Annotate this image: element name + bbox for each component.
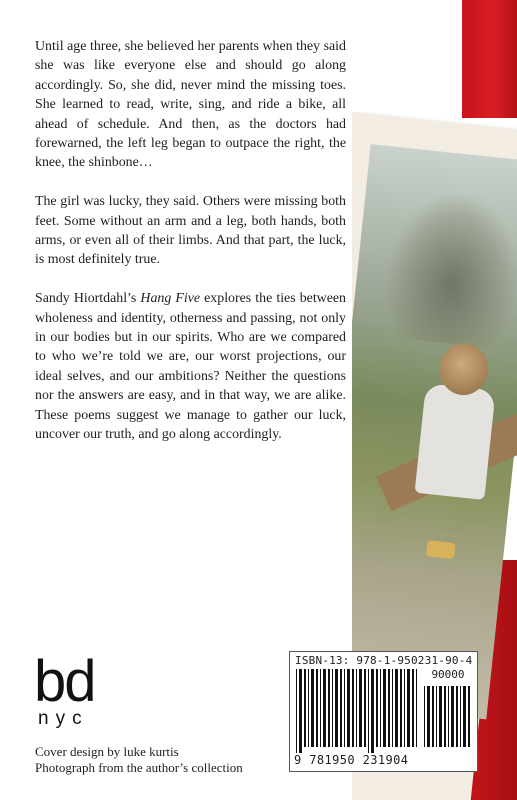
barcode-bar [376,669,378,747]
barcode-bar [299,669,302,753]
barcode-bar [364,669,366,747]
back-cover-blurb [35,37,346,464]
blurb-paragraph-3-rest: explores the ties between wholeness and identity, otherness and passing, not only in our bodies but in our spirits. Who are we compared to who we’re told we are, our worst projections, our ideal selves, and our ambitions? Neither the questions nor the answers are easy, and in that way, we are alike. These poems suggest we manage to gather our luck, uncover our truth, and go along accordingly. [35,291,346,443]
barcode-bar [335,669,338,747]
photo-tree [381,187,517,350]
red-accent-strip [462,0,517,118]
cover-design-credit: Cover design by luke kurtis [35,744,179,759]
barcode-bar [308,669,309,747]
barcode-bar [400,669,402,747]
barcode-bar [392,669,393,747]
barcode-bar [395,669,398,747]
photograph-credit: Photograph from the author’s collection [35,760,243,775]
barcode-bar [320,669,321,747]
barcode-bar [432,686,434,747]
book-title: Hang Five [140,291,201,307]
barcode-bar [463,686,466,747]
publisher-logo [34,649,104,730]
barcode-bar [456,686,458,747]
photo-image [352,144,517,719]
barcode-bar [388,669,390,747]
credits [35,744,295,776]
barcode-bar [448,686,449,747]
price-code: 90000 [431,668,465,681]
logo-bd: bd [34,649,95,714]
barcode-bar [304,669,306,747]
barcode-bar [383,669,386,747]
barcode-bar [359,669,362,747]
barcode-bar [427,686,430,747]
blurb-paragraph-2: The girl was lucky, they said. Others were missing both feet. Some without an arm and a leg, both hands, both arms, or even all of their limbs. And that part, the luck, is most definitely true. [35,194,346,268]
barcode-bar [436,686,437,747]
barcode-bar [451,686,454,747]
barcode-bar [444,686,446,747]
barcode-bar [371,669,374,753]
blurb-paragraph-3-prefix: Sandy Hiortdahl’s [35,291,141,307]
barcode-bar [344,669,345,747]
barcode-bar [356,669,357,747]
barcode-bar [368,669,369,753]
ean-digits: 9 781950 231904 [294,753,409,767]
isbn-label: ISBN-13: 978-1-950231-90-4 [295,654,473,667]
barcode-bar [468,686,470,747]
isbn-barcode [289,651,478,772]
barcode-bar [380,669,381,747]
barcode-bar [407,669,410,747]
barcode-bar [328,669,330,747]
addon-barcode-bars [424,686,470,753]
barcode-bar [460,686,461,747]
barcode-bar [412,669,414,747]
logo-nyc: nyc [38,708,89,729]
photo-child-body [415,383,496,500]
blurb-paragraph-3 [35,289,346,444]
barcode-bar [416,669,417,747]
blurb-paragraph-1: Until age three, she believed her parents when they said she was like everyone else and should go along accordingly. So, she did, never mind the missing toes. She learned to read, write, sing, and ride a bike, all ahead of schedule. And then, as the doctors had forewarned, the left leg began to outpace the right, the knee, the shinbone… [35,39,346,171]
barcode-bar [311,669,314,747]
barcode-bar [347,669,350,747]
barcode-bar [323,669,326,747]
barcode-bar [424,686,425,747]
barcode-bar [332,669,333,747]
barcode-bar [340,669,342,747]
ean-barcode-bars [296,669,420,753]
barcode-bar [316,669,318,747]
barcode-bar [296,669,297,753]
barcode-bar [352,669,354,747]
photo-toy [426,540,456,559]
barcode-bar [404,669,405,747]
barcode-bar [439,686,442,747]
